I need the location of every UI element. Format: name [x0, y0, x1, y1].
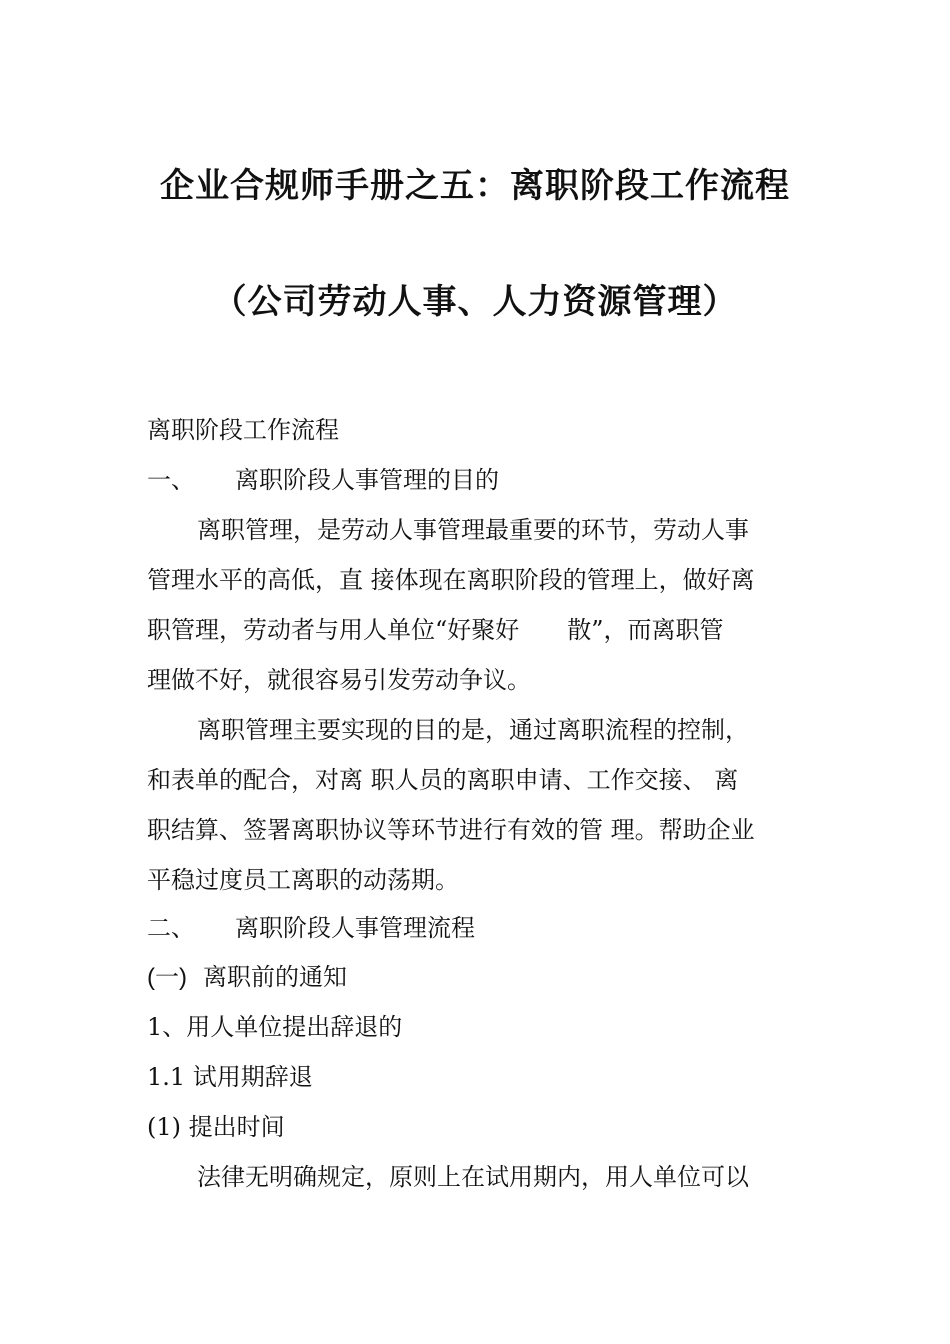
heading-two [147, 913, 475, 943]
item-one-one: 1.1 试用期辞退 [147, 1063, 313, 1091]
document-title: 企业合规师手册之五：离职阶段工作流程 [160, 166, 790, 206]
heading-two-text: 离职阶段人事管理流程 [235, 914, 475, 942]
paragraph-line: 管理水平的高低，直 接体现在离职阶段的管理上，做好离 [147, 566, 755, 594]
heading-one [147, 465, 499, 495]
paragraph-line: 离职管理主要实现的目的是，通过离职流程的控制， [197, 716, 749, 744]
paragraph-line: 法律无明确规定，原则上在试用期内，用人单位可以 [197, 1163, 749, 1191]
item-point-one: (1) 提出时间 [147, 1113, 285, 1141]
heading-one-text: 离职阶段人事管理的目的 [235, 466, 499, 494]
document-subtitle: （公司劳动人事、人力资源管理） [212, 282, 738, 322]
paragraph-line: 平稳过度员工离职的动荡期。 [147, 866, 459, 894]
paragraph-line: 理做不好，就很容易引发劳动争议。 [147, 666, 531, 694]
heading-one-number: 一、 [147, 466, 195, 494]
paragraph-line: 和表单的配合，对离 职人员的离职申请、工作交接、 离 [147, 766, 739, 794]
paragraph-line: 职管理，劳动者与用人单位“好聚好 散”，而离职管 [147, 616, 724, 644]
subheading-one [147, 962, 347, 993]
paragraph-line: 离职管理，是劳动人事管理最重要的环节，劳动人事 [197, 516, 749, 544]
paragraph-line: 职结算、签署离职协议等环节进行有效的管 理。帮助企业 [147, 816, 755, 844]
heading-two-number: 二、 [147, 914, 195, 942]
subheading-one-text: 离职前的通知 [203, 963, 347, 991]
item-one: 1、用人单位提出辞退的 [147, 1013, 403, 1041]
section-title: 离职阶段工作流程 [147, 416, 339, 444]
subheading-one-number: (一) [147, 964, 187, 991]
